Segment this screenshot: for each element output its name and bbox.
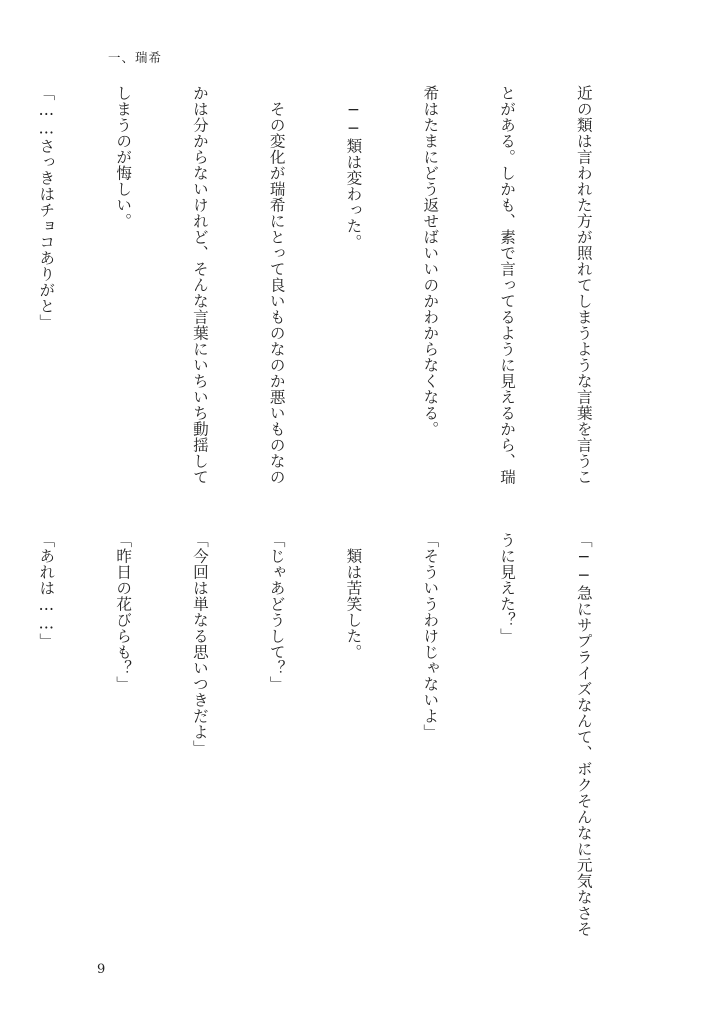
text-line: 「今回は単なる思いつきだよ」 (190, 532, 209, 756)
text-line: 「あれは……」 (37, 532, 56, 649)
text-line: ──類は変わった。 (344, 85, 363, 250)
running-head: 一、瑞希 (108, 50, 163, 65)
text-line: 「じゃあどうして？」 (267, 532, 286, 692)
text-line: うに見えた？」 (498, 532, 517, 644)
text-line: 「……さっきはチョコありがと」 (37, 85, 56, 330)
text-line: その変化が瑞希にとって良いものなのか悪いものなの (267, 85, 286, 485)
text-line: かは分からないけれど、そんな言葉にいちいち動揺して (190, 85, 209, 485)
text-line: 類は苦笑した。 (344, 532, 363, 660)
text-line: 「──急にサプライズなんて、ボクそんなに元気なさそ (574, 532, 593, 937)
text-line: 希はたまにどう返せばいいのかわからなくなる。 (421, 85, 440, 437)
page-number: 9 (97, 962, 106, 977)
text-line: とがある。しかも、素で言ってるように見えるから、瑞 (498, 85, 517, 485)
text-line: 「昨日の花びらも？」 (114, 532, 133, 692)
text-block-bottom (37, 532, 647, 952)
text-line: しまうのが悔しい。 (114, 85, 133, 229)
text-line: 「そういうわけじゃないよ」 (421, 532, 440, 740)
text-line: 近の類は言われた方が照れてしまうような言葉を言うこ (574, 85, 593, 485)
text-block-top (37, 85, 647, 505)
